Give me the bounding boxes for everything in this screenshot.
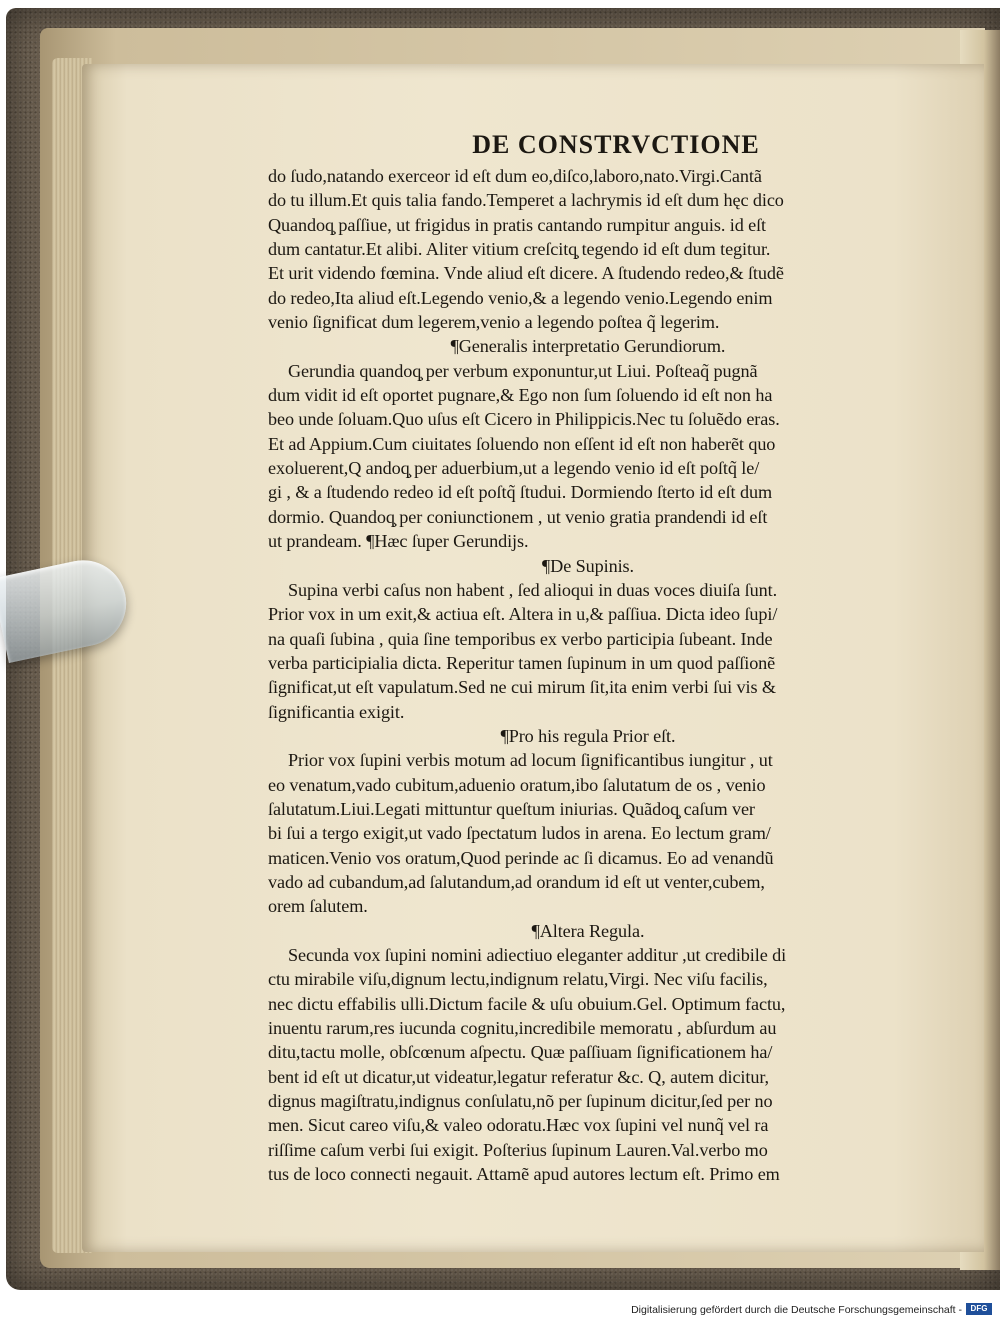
text-line: ¶Generalis interpretatio Gerundiorum. (450, 336, 726, 357)
text-line: do tu illum.Et quis talia fando.Temperet a lachrymis id eſt dum hęc dico (268, 190, 784, 211)
footer-bar (0, 1296, 1000, 1322)
text-line: vado ad cubandum,ad ſalutandum,ad orandum id eſt ut venter,cubem, (268, 871, 765, 892)
text-lines (268, 164, 908, 1186)
text-line: ¶Pro his regula Prior eſt. (500, 725, 676, 746)
text-line: eo venatum,vado cubitum,aduenio oratum,ibo ſalutatum de os , venio (268, 774, 766, 795)
dfg-logo: DFG (966, 1303, 992, 1315)
text-line: dum cantatur.Et alibi. Aliter vitium creſcitq̧ tegendo id eſt dum tegitur. (268, 239, 771, 260)
text-line: verba participialia dicta. Reperitur tamen ſupinum in um quod paſſionẽ (268, 652, 776, 673)
text-line: venio ſignificat dum legerem,venio a legendo poſtea q̃ legerim. (268, 312, 720, 333)
text-line: tus de loco connecti negauit. Attamẽ apud autores lectum eſt. Primo em (268, 1164, 780, 1185)
text-line: Et urit videndo fœmina. Vnde aliud eſt dicere. A ſtudendo redeo,& ſtudẽ (268, 263, 784, 284)
text-line: Gerundia quandoq̧ per verbum exponuntur,ut Liui. Poſteaq̃ pugnã (288, 360, 758, 381)
text-line: Prior vox in um exit,& actiua eſt. Altera in u,& paſſiua. Dicta ideo ſupi/ (268, 604, 778, 625)
text-line: do redeo,Ita aliud eſt.Legendo venio,& a legendo venio.Legendo enim (268, 287, 773, 308)
funding-credit: Digitalisierung gefördert durch die Deutsche Forschungsgemeinschaft - (631, 1304, 962, 1316)
text-line: Supina verbi caſus non habent , ſed alioqui in duas voces diuiſa ſunt. (288, 579, 778, 600)
text-line: inuentu rarum,res iucunda cognitu,incredibile memoratu , abſurdum au (268, 1018, 777, 1039)
text-line: ut prandeam. ¶Hæc ſuper Gerundijs. (268, 531, 529, 552)
text-line: Quandoq̧ paſſiue, ut frigidus in pratis cantando rumpitur anguis. id eſt (268, 214, 767, 235)
text-line: bent id eſt ut dicatur,ut videatur,legatur referatur &c. Q, autem dicitur, (268, 1066, 769, 1087)
text-line: Et ad Appium.Cum ciuitates ſoluendo non eſſent id eſt non haberẽt quo (268, 433, 776, 454)
printed-text-block (268, 128, 908, 1186)
text-line: na quaſi ſubina , quia ſine temporibus ex verbo participia ſubeant. Inde (268, 628, 773, 649)
text-line: Prior vox ſupini verbis motum ad locum ſignificantibus iungitur , ut (288, 750, 773, 771)
text-line: bi ſui a tergo exigit,ut vado ſpectatum ludos in arena. Eo lectum gram/ (268, 823, 771, 844)
text-line: do ſudo,natando exerceor id eſt dum eo,diſco,laboro,nato.Virgi.Cantã (268, 166, 762, 186)
text-line: exoluerent,Q andoq̧ per aduerbium,ut a legendo venio id eſt poſtq̃ le/ (268, 458, 760, 479)
text-line: ſignificat,ut eſt vapulatum.Sed ne cui mirum ſit,ita enim verbi ſui vis & (268, 677, 776, 698)
text-line: dignus magiſtratu,indignus conſulatu,nõ per ſupinum dicitur,ſed per no (268, 1091, 773, 1112)
text-line: ¶Altera Regula. (531, 920, 645, 941)
text-line: dormio. Quandoq̧ per coniunctionem , ut venio gratia prandendi id eſt (268, 506, 768, 527)
text-line: ¶De Supinis. (542, 555, 634, 576)
text-line: ſignificantia exigit. (268, 701, 405, 722)
running-heading: DE CONSTRVCTIONE (472, 130, 760, 159)
text-line: ctu mirabile viſu,dignum lectu,indignum relatu,Virgi. Nec viſu facilis, (268, 969, 768, 990)
text-line: men. Sicut careo viſu,& valeo odoratu.Hæc vox ſupini vel nunq̃ vel ra (268, 1115, 769, 1136)
text-line: maticen.Venio vos oratum,Quod perinde ac ſi dicamus. Eo ad venandũ (268, 847, 774, 868)
text-line: orem ſalutem. (268, 896, 368, 917)
text-line: riſſime caſum verbi ſui exigit. Poſterius ſupinum Lauren.Val.verbo mo (268, 1139, 768, 1160)
text-line: ditu,tactu molle, obſcœnum aſpectu. Quæ paſſiuam ſignificationem ha/ (268, 1042, 773, 1063)
text-line: beo unde ſoluam.Quo uſus eſt Cicero in Philippicis.Nec tu ſoluẽdo eras. (268, 409, 780, 430)
text-line: dum vidit id eſt oportet pugnare,& Ego non ſum ſoluendo id eſt non ha (268, 385, 773, 406)
text-line: Secunda vox ſupini nomini adiectiuo eleganter additur ,ut credibile di (288, 945, 787, 965)
text-line: gi , & a ſtudendo redeo id eſt poſtq̃ ſtudui. Dormiendo ſterto id eſt dum (268, 482, 772, 503)
text-line: ſalutatum.Liui.Legati mittuntur queſtum iniurias. Quãdoq̧ caſum ver (268, 798, 755, 819)
text-line: nec dictu effabilis ulli.Dictum facile & uſu obuium.Gel. Optimum factu, (268, 993, 786, 1014)
